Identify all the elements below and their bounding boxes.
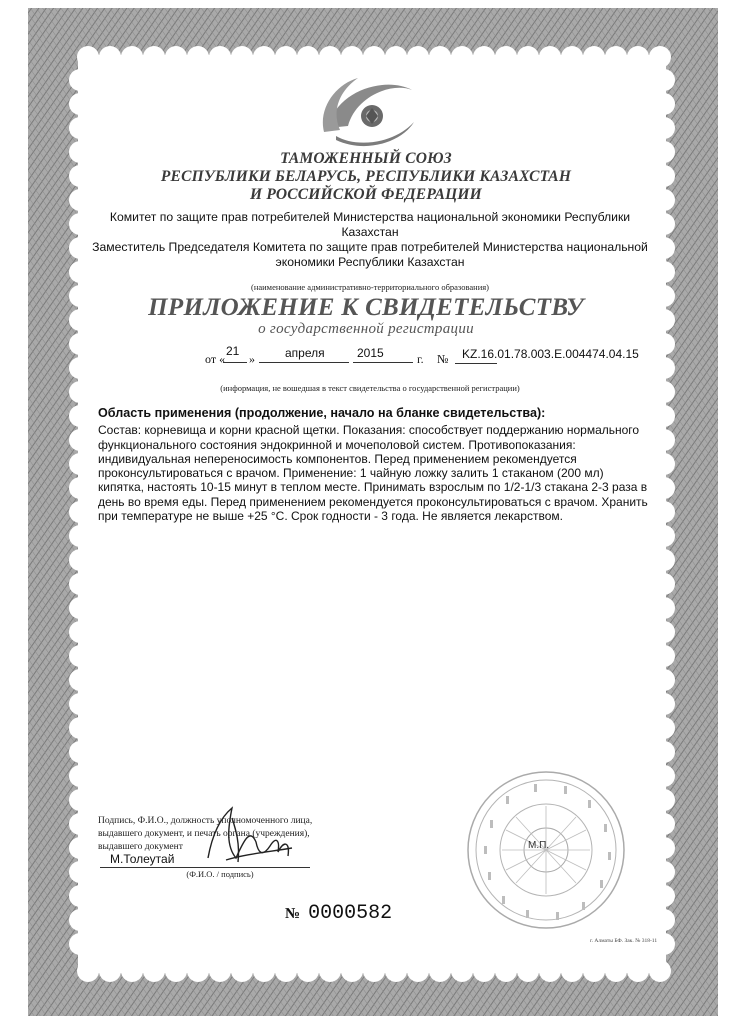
year-suffix: г. <box>417 352 424 366</box>
date-close-quote: » <box>249 352 255 366</box>
body-line: при температуре не выше +25 °С. Срок годности - 3 года. Не является лекарством. <box>98 509 563 524</box>
form-number-symbol: № <box>285 906 301 922</box>
signature-label <box>98 815 358 854</box>
deputy-line-2: экономики Республики Казахстан <box>275 255 465 269</box>
form-number <box>285 902 392 925</box>
date-day: 21 <box>226 344 240 358</box>
admin-note: (наименование административно-территориального образования) <box>250 282 489 292</box>
info-note: (информация, не вошедшая в текст свидетельства о государственной регистрации) <box>220 383 520 393</box>
deputy-title <box>90 240 650 270</box>
printer-note: г. Алматы БФ. Зак. № 318-11 <box>590 938 658 944</box>
committee-name <box>90 210 650 240</box>
signature-name-note: (Ф.И.О. / подпись) <box>186 869 254 879</box>
signatory-name: М.Толеутай <box>110 852 175 866</box>
body-line: проконсультироваться с врачом. Применение: 1 чайную ложку залить 1 стаканом (200 мл) <box>98 466 604 481</box>
body-line: индивидуальная непереносимость компонентов. Перед применением рекомендуется <box>98 451 577 466</box>
document-subtitle: о государственной регистрации <box>258 321 474 337</box>
document-title: ПРИЛОЖЕНИЕ К СВИДЕТЕЛЬСТВУ <box>148 294 584 321</box>
date-number-line <box>205 346 665 368</box>
committee-line-2: Казахстан <box>341 225 399 239</box>
signature-label-line-3: выдавшего документ <box>98 842 183 852</box>
union-line-3: И РОССИЙСКОЙ ФЕДЕРАЦИИ <box>250 186 482 203</box>
body-line: Состав: корневища и корни красной щетки. Показания: способствует поддержанию нормального <box>98 423 640 438</box>
union-line-2: РЕСПУБЛИКИ БЕЛАРУСЬ, РЕСПУБЛИКИ КАЗАХСТАН <box>160 168 572 185</box>
signature-label-line-1: Подпись, Ф.И.О., должность уполномоченного лица, <box>98 816 313 826</box>
number-label: № <box>437 352 449 366</box>
deputy-line-1: Заместитель Председателя Комитета по защите прав потребителей Министерства национальной <box>92 240 648 254</box>
committee-line-1: Комитет по защите прав потребителей Министерства национальной экономики Республики <box>109 210 631 224</box>
customs-union-title <box>0 150 732 204</box>
date-year: 2015 <box>357 346 384 360</box>
body-line: день во время еды. Перед применением рекомендуется проконсультироваться с врачом. Хранить <box>98 494 648 509</box>
body-section <box>98 406 658 523</box>
body-line: кипятка, настоять 10-15 минут в теплом месте. Принимать взрослым по 1/2-1/3 стакана 2-3 раза в <box>98 480 648 495</box>
stamp-label: М.П. <box>528 840 550 851</box>
form-number-value: 0000582 <box>308 902 393 925</box>
date-month: апреля <box>285 346 325 360</box>
union-line-1: ТАМОЖЕННЫЙ СОЮЗ <box>280 150 452 167</box>
body-heading: Область применения (продолжение, начало на бланке свидетельства): <box>98 406 546 420</box>
registration-number: KZ.16.01.78.003.Е.004474.04.15 <box>462 347 639 361</box>
signature-underline <box>100 867 310 868</box>
body-line: функционального состояния эндокринной и мочеполовой систем. Противопоказания: <box>98 437 576 452</box>
date-from-label: от « <box>205 352 226 366</box>
signature-label-line-2: выдавшего документ, и печать органа (учреждения), <box>98 829 310 839</box>
